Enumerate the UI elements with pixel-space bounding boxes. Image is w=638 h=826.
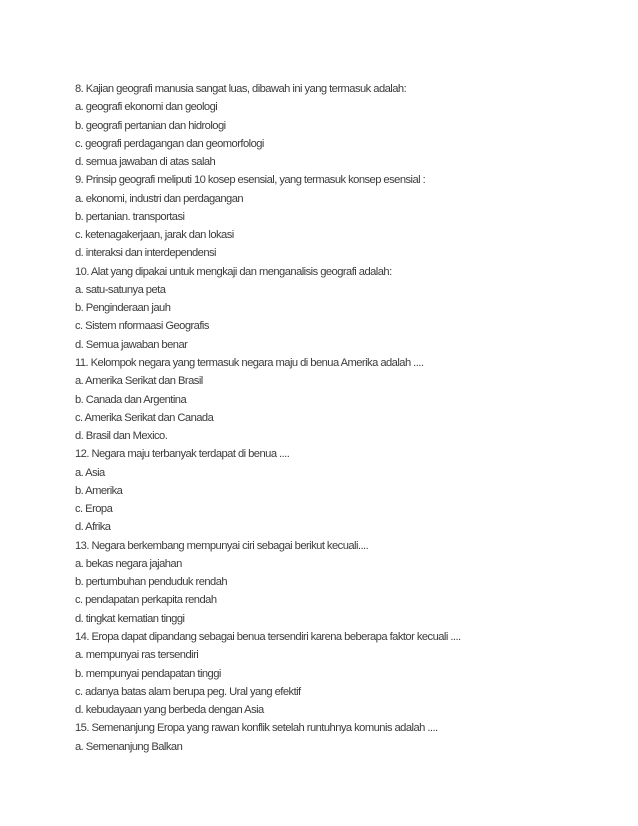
option-12b: b. Amerika <box>75 484 123 497</box>
option-14a: a. mempunyai ras tersendiri <box>75 649 199 662</box>
option-13b: b. pertumbuhan penduduk rendah <box>75 576 228 589</box>
option-15a: a. Semenanjung Balkan <box>75 740 183 753</box>
option-10c: c. Sistem nformaasi Geografis <box>75 320 209 333</box>
option-14d: d. kebudayaan yang berbeda dengan Asia <box>75 704 264 717</box>
option-8a: a. geografi ekonomi dan geologi <box>75 101 218 114</box>
question-10: 10. Alat yang dipakai untuk mengkaji dan menganalisis geografi adalah: <box>75 265 392 278</box>
option-12c: c. Eropa <box>75 503 113 516</box>
option-9a: a. ekonomi, industri dan perdagangan <box>75 192 244 205</box>
question-13: 13. Negara berkembang mempunyai ciri sebagai berikut kecuali.... <box>75 539 369 552</box>
option-10a: a. satu-satunya peta <box>75 283 166 296</box>
option-13d: d. tingkat kematian tinggi <box>75 612 185 625</box>
option-8b: b. geografi pertanian dan hidrologi <box>75 119 226 132</box>
option-9b: b. pertanian. transportasi <box>75 210 185 223</box>
question-11: 11. Kelompok negara yang termasuk negara maju di benua Amerika adalah .... <box>75 356 424 369</box>
option-8d: d. semua jawaban di atas salah <box>75 156 216 169</box>
option-12d: d. Afrika <box>75 521 111 534</box>
option-10d: d. Semua jawaban benar <box>75 338 188 351</box>
option-9c: c. ketenagakerjaan, jarak dan lokasi <box>75 229 234 242</box>
question-14: 14. Eropa dapat dipandang sebagai benua tersendiri karena beberapa faktor kecuali .... <box>75 630 461 643</box>
option-14b: b. mempunyai pendapatan tinggi <box>75 667 221 680</box>
document-text <box>75 80 595 756</box>
option-13c: c. pendapatan perkapita rendah <box>75 594 217 607</box>
question-9: 9. Prinsip geografi meliputi 10 kosep esensial, yang termasuk konsep esensial : <box>75 174 426 187</box>
option-8c: c. geografi perdagangan dan geomorfologi <box>75 137 264 150</box>
question-12: 12. Negara maju terbanyak terdapat di benua .... <box>75 448 290 461</box>
option-11d: d. Brasil dan Mexico. <box>75 430 168 443</box>
question-8: 8. Kajian geografi manusia sangat luas, dibawah ini yang termasuk adalah: <box>75 83 407 95</box>
option-13a: a. bekas negara jajahan <box>75 557 182 570</box>
option-14c: c. adanya batas alam berupa peg. Ural yang efektif <box>75 685 301 698</box>
option-12a: a. Asia <box>75 466 105 479</box>
option-9d: d. interaksi dan interdependensi <box>75 247 216 260</box>
option-10b: b. Penginderaan jauh <box>75 302 171 315</box>
question-15: 15. Semenanjung Eropa yang rawan konflik setelah runtuhnya komunis adalah .... <box>75 722 438 735</box>
option-11a: a. Amerika Serikat dan Brasil <box>75 375 203 388</box>
option-11c: c. Amerika Serikat dan Canada <box>75 411 214 424</box>
option-11b: b. Canada dan Argentina <box>75 393 187 406</box>
